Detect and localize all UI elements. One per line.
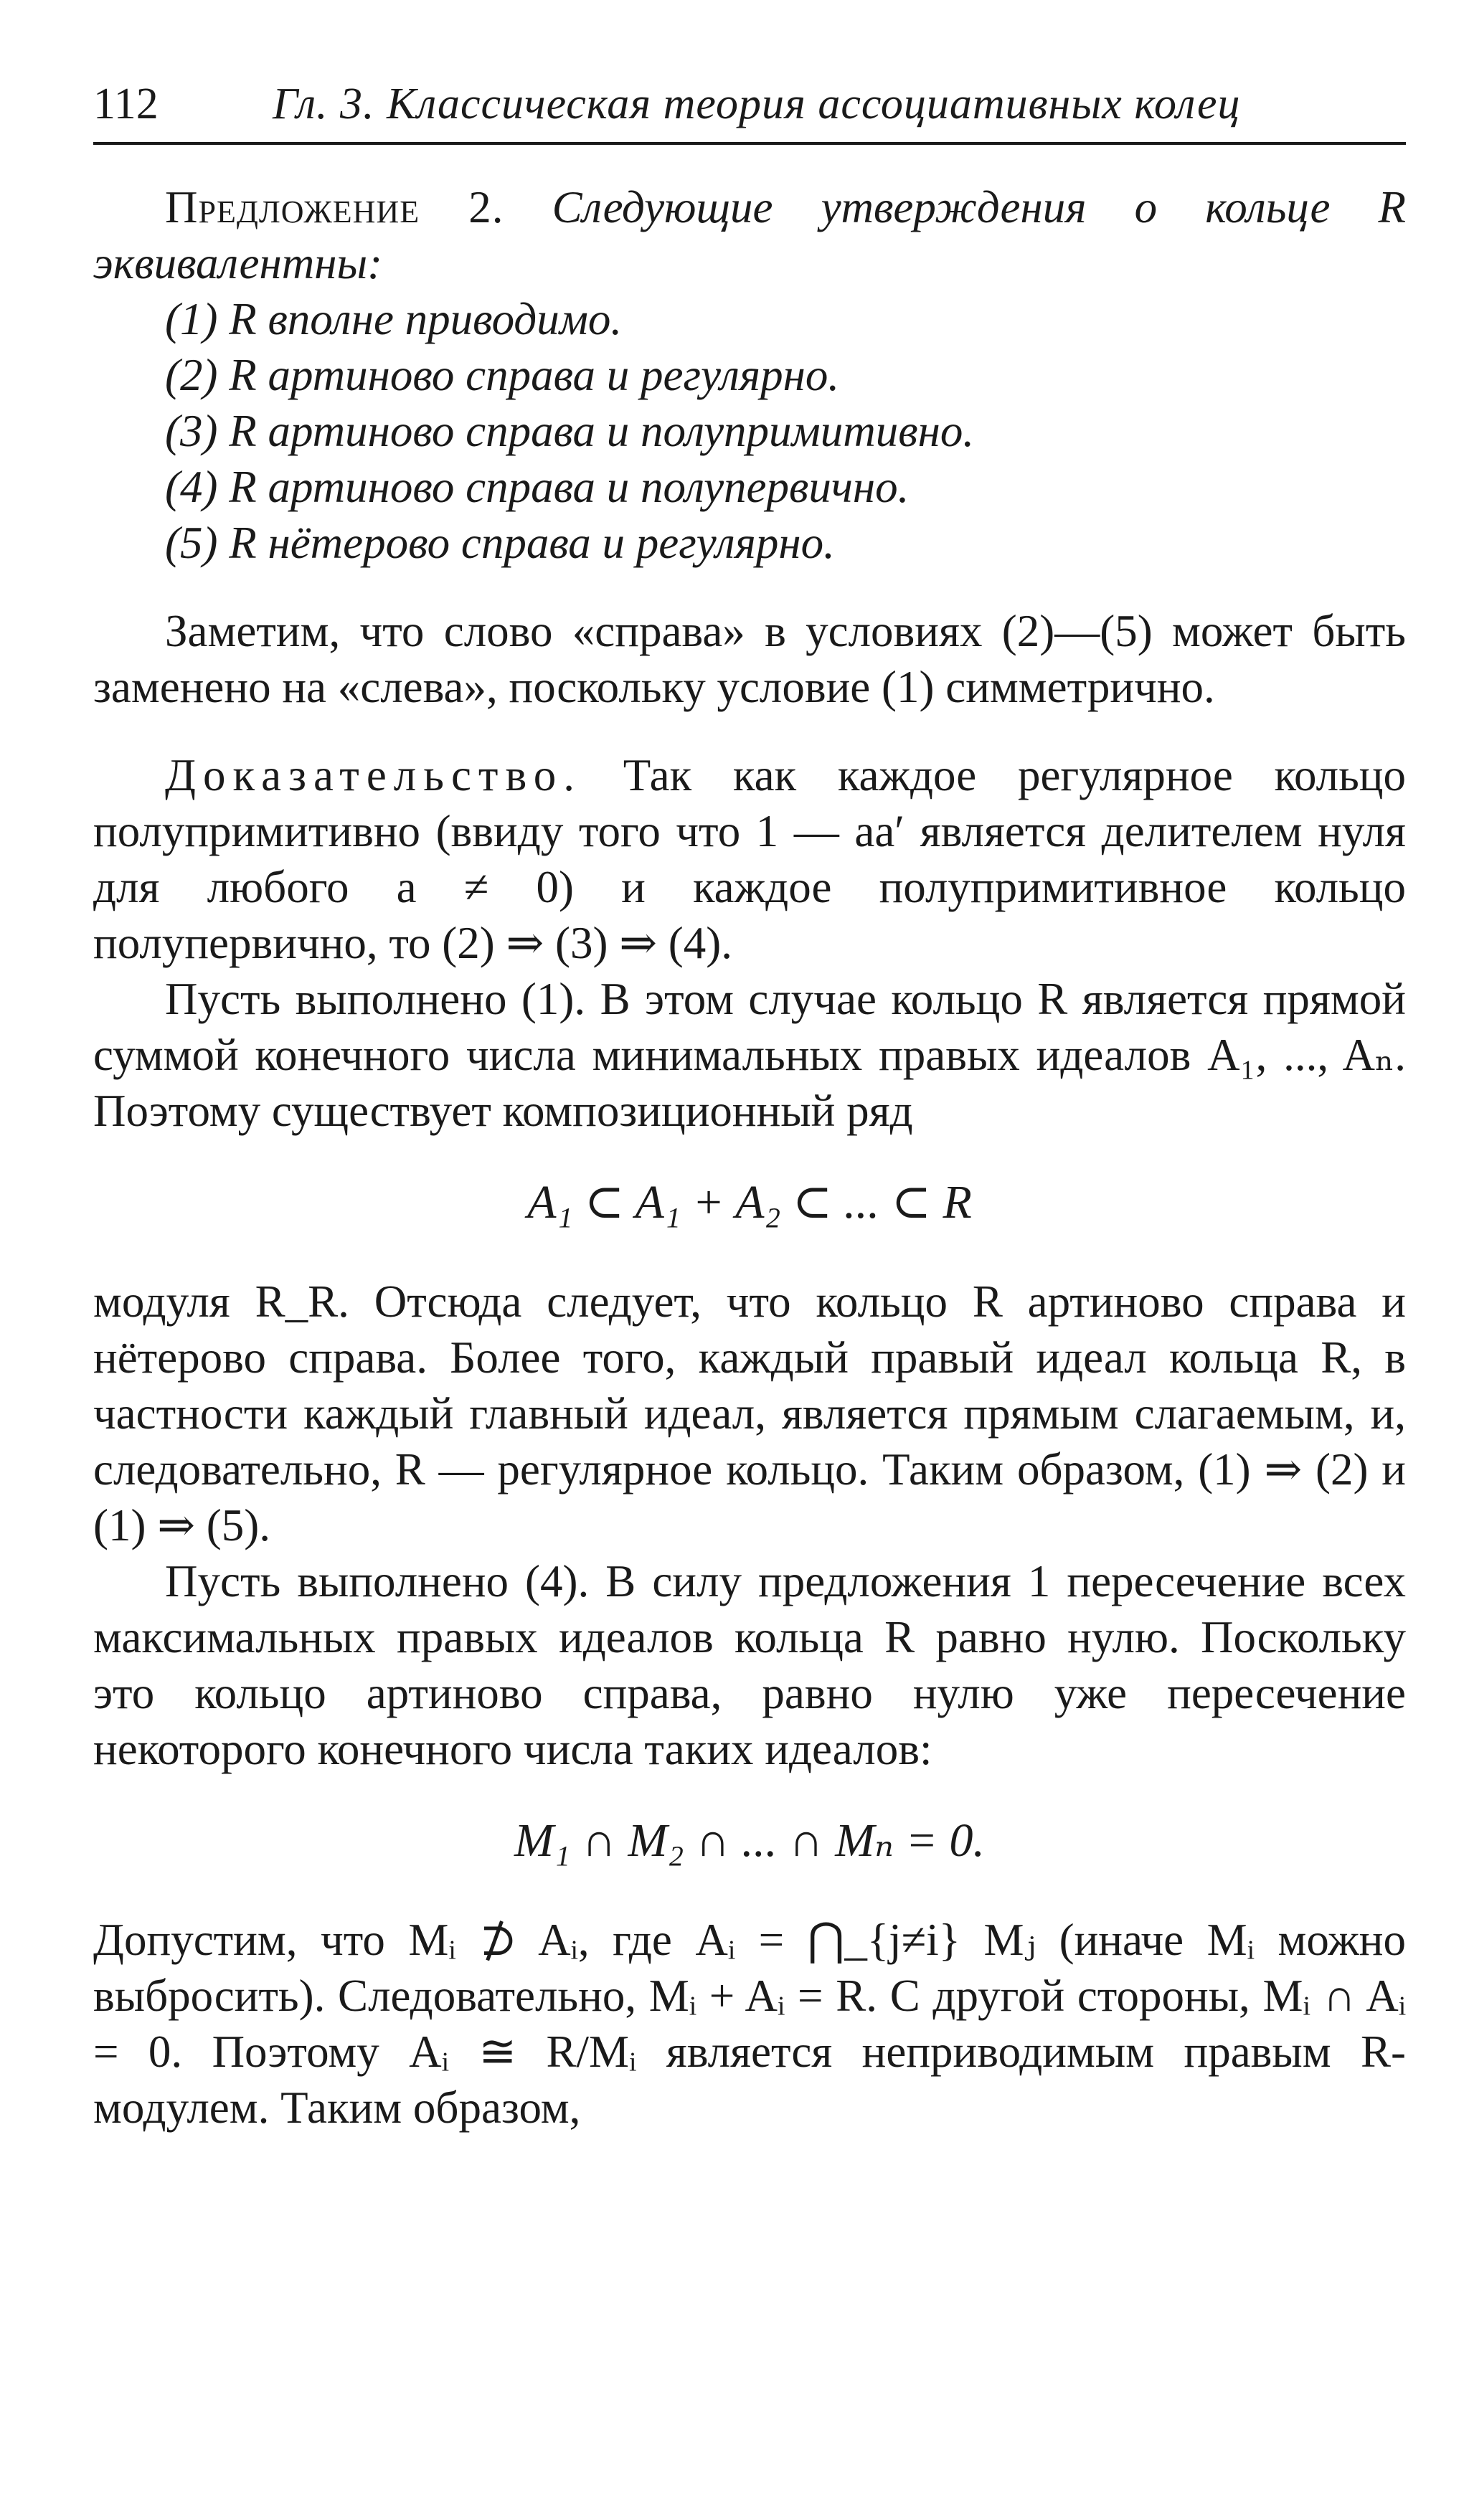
body-text [93, 179, 1406, 2136]
header-rule [93, 142, 1406, 145]
formula-intersection: M₁ ∩ M₂ ∩ ... ∩ Mₙ = 0. [514, 1814, 986, 1867]
remark-paragraph: Заметим, что слово «справа» в условиях (2)—(5) может быть заменено на «слева», поскольку условие (1) симметрично. [93, 606, 1406, 712]
proof-paragraph-1 [93, 747, 1406, 971]
page-number: 112 [93, 80, 159, 128]
running-title: Гл. 3. Классическая теория ассоциативных колец [273, 80, 1241, 128]
proposition-label: Предложение 2. [165, 182, 504, 232]
page [93, 57, 1407, 2133]
proof-paragraph-2: Пусть выполнено (1). В этом случае кольцо R является прямой суммой конечного числа минимальных правых идеалов A₁, ..., Aₙ. Поэтому существует композиционный ряд [93, 974, 1406, 1136]
formula-composition-series: A₁ ⊂ A₁ + A₂ ⊂ ... ⊂ R [527, 1176, 972, 1228]
proof-paragraph-3: модуля R_R. Отсюда следует, что кольцо R артиново справа и нётерово справа. Более того, каждый правый идеал кольца R, в частности каждый главный идеал, является прямым слагаемым, и, следовательно, R — регулярное кольцо. Таким образом, (1) ⇒ (2) и (1) ⇒ (5). [93, 1276, 1406, 1550]
proof-label: Доказательство. [165, 750, 582, 800]
page-header [93, 57, 1406, 136]
proposition-item: (1) R вполне приводимо. [165, 294, 623, 344]
proposition-item: (3) R артиново справа и полупримитивно. [165, 406, 975, 456]
proposition-item: (2) R артиново справа и регулярно. [165, 350, 840, 400]
proposition-item: (5) R нётерово справа и регулярно. [165, 518, 835, 568]
proposition-text: Следующие утверждения о кольце R эквивалентны: [93, 182, 1406, 288]
proof-paragraph-4: Пусть выполнено (4). В силу предложения 1 пересечение всех максимальных правых идеалов кольца R равно нулю. Поскольку это кольцо артиново справа, равно нулю уже пересечение некоторого конечного числа таких идеалов: [93, 1556, 1406, 1774]
proof-paragraph-5: Допустим, что Mᵢ ⊅ Aᵢ, где Aᵢ = ⋂_{j≠i} Mⱼ (иначе Mᵢ можно выбросить). Следовательно, Mᵢ + Aᵢ = R. С другой стороны, Mᵢ ∩ Aᵢ = 0. Поэтому Aᵢ ≅ R/Mᵢ является неприводимым правым R-модулем. Таким образом, [93, 1915, 1406, 2133]
proposition-item: (4) R артиново справа и полупервично. [165, 462, 910, 512]
proposition-statement [93, 179, 1406, 291]
proposition-items [93, 291, 1406, 571]
proof-text-1: Так как каждое регулярное кольцо полупримитивно (ввиду того что 1 — aa′ является делителем нуля для любого a ≠ 0) и каждое полупримитивное кольцо полупервично, то (2) ⇒ (3) ⇒ (4). [93, 750, 1407, 968]
